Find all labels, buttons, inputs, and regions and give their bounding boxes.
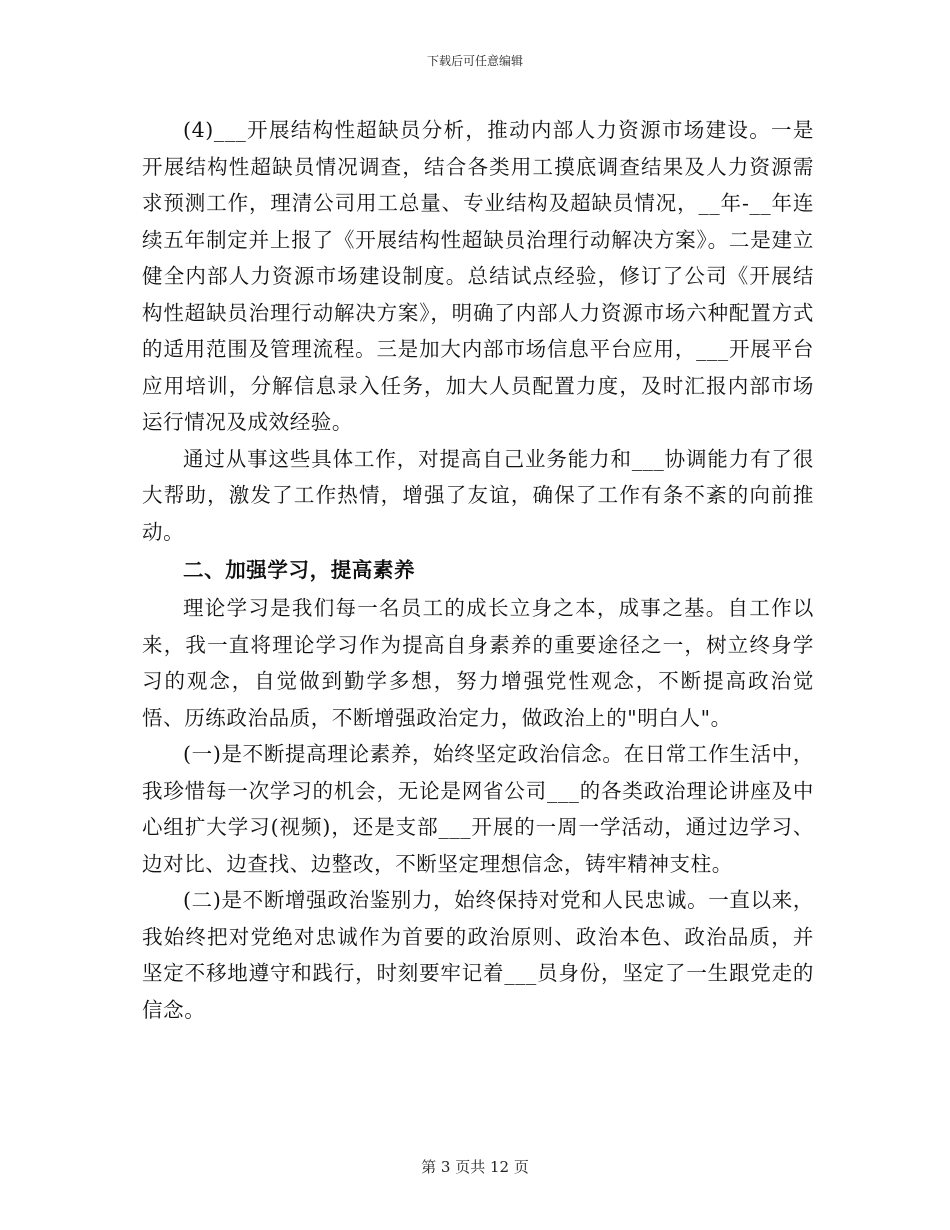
paragraph-market-analysis: (4)___开展结构性超缺员分析，推动内部人力资源市场建设。一是开展结构性超缺员情况调查，结合各类用工摸底调查结果及人力资源需求预测工作，理清公司用工总量、专业结构及超缺员情况，__年-__年连续五年制定并上报了《开展结构性超缺员治理行动解决方案》。二是建立健全内部人力资源市场建设制度。总结试点经验，修订了公司《开展结构性超缺员治理行动解决方案》，明确了内部人力资源市场六种配置方式的适用范围及管理流程。三是加大内部市场信息平台应用，___开展平台应用培训，分解信息录入任务，加大人员配置力度，及时汇报内部市场运行情况及成效经验。 [142, 118, 814, 434]
paragraph-theory-study: 理论学习是我们每一名员工的成长立身之本，成事之基。自工作以来，我一直将理论学习作为提高自身素养的重要途径之一，树立终身学习的观念，自觉做到勤学多想，努力增强党性观念，不断提高政治觉悟、历练政治品质，不断增强政治定力，做政治上的"明白人"。 [142, 596, 814, 730]
paragraph-political-loyalty: (二)是不断增强政治鉴别力，始终保持对党和人民忠诚。一直以来，我始终把对党绝对忠诚作为首要的政治原则、政治本色、政治品质，并坚定不移地遵守和践行，时刻要牢记着___员身份，坚定了一生跟党走的信念。 [142, 888, 814, 1022]
paragraph-work-benefit: 通过从事这些具体工作，对提高自己业务能力和___协调能力有了很大帮助，激发了工作热情，增强了友谊，确保了工作有条不紊的向前推动。 [142, 446, 814, 544]
page-number: 第 3 页共 12 页 [421, 1158, 529, 1176]
paragraph-theory-literacy: (一)是不断提高理论素养，始终坚定政治信念。在日常工作生活中，我珍惜每一次学习的机会，无论是网省公司___的各类政治理论讲座及中心组扩大学习(视频)，还是支部___开展的一周一学活动，通过边学习、边对比、边查找、边整改，不断坚定理想信念，铸牢精神支柱。 [142, 742, 814, 876]
document-body [142, 112, 814, 1028]
section-heading-study: 二、加强学习，提高素养 [183, 558, 416, 582]
page-header: 下载后可任意编辑 [426, 54, 523, 68]
